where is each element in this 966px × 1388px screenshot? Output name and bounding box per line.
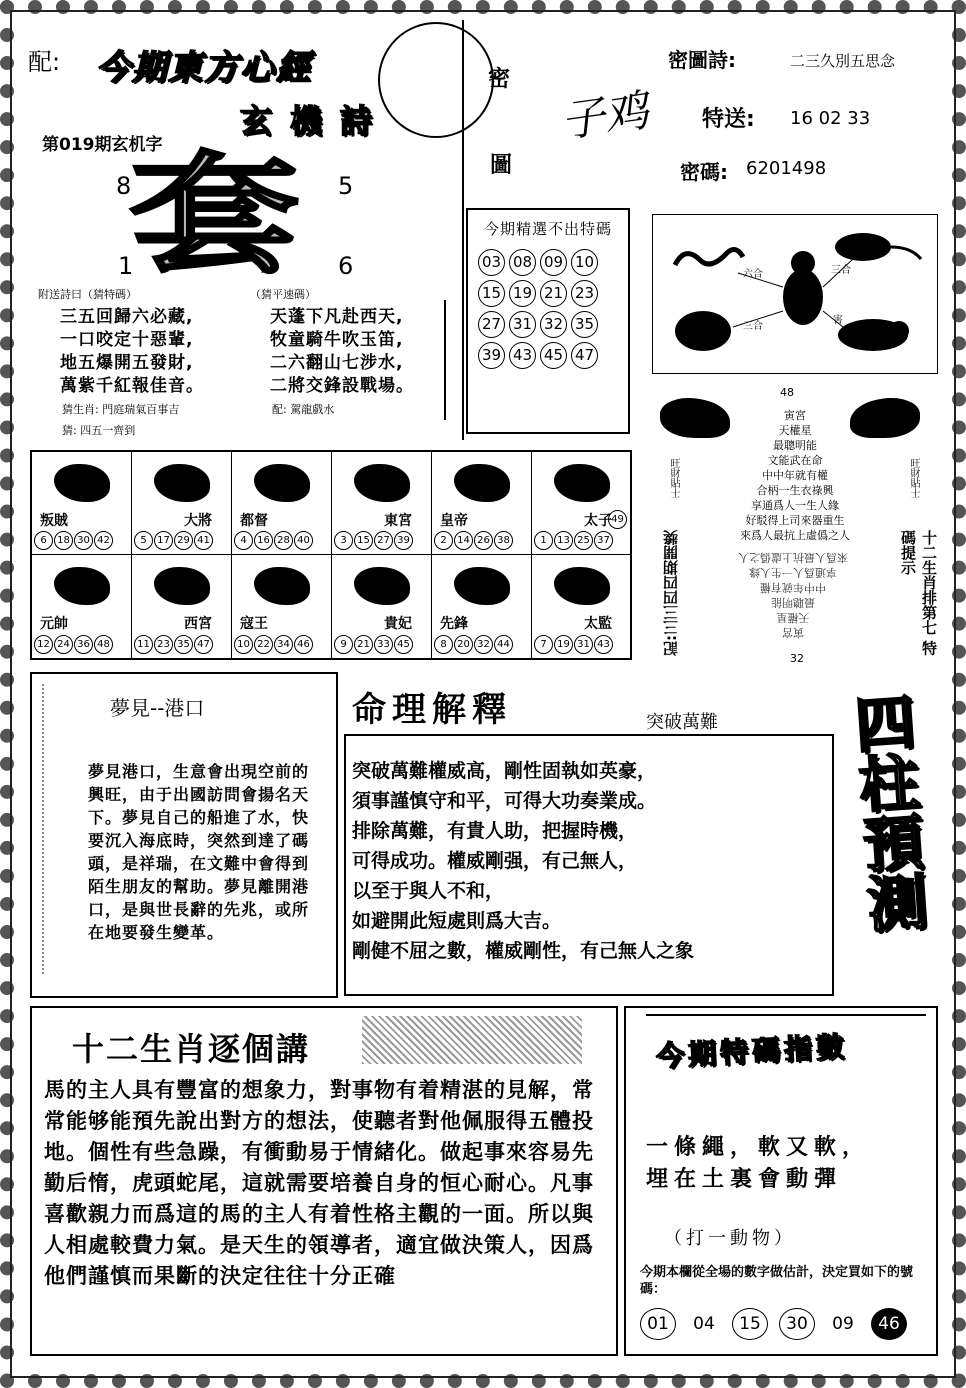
selected-numbers <box>476 247 626 371</box>
main-title: 今期東方心經 <box>96 48 312 88</box>
special-value: 16 02 33 <box>790 108 871 129</box>
rat-icon <box>835 233 921 261</box>
zodiac-cell <box>132 452 232 555</box>
fate-box <box>344 672 938 998</box>
fate-subtitle: 突破萬難 <box>646 712 718 733</box>
hint-line: 天權星 <box>778 424 812 437</box>
poem-right-line: 二六翻山七涉水, <box>270 353 404 373</box>
zodiac-number: 22 <box>254 635 273 654</box>
pig-icon <box>554 567 610 605</box>
zodiac-number: 37 <box>594 531 613 550</box>
fate-line: 突破萬難權威高，剛性固執如英豪， <box>352 760 657 782</box>
zodiac-number: 45 <box>394 635 413 654</box>
snake-icon <box>554 464 610 502</box>
zodiac-number: 41 <box>194 531 213 550</box>
zodiac-number: 6 <box>34 531 53 550</box>
zodiac-number: 21 <box>354 635 373 654</box>
zodiac-cell <box>232 555 332 658</box>
selected-number: 43 <box>509 342 536 369</box>
dream-title: 夢見--港口 <box>110 696 205 720</box>
zodiac-numbers <box>134 635 229 654</box>
zodiac-numbers <box>134 531 229 550</box>
selected-number: 09 <box>540 249 567 276</box>
zodiac-number: 38 <box>494 531 513 550</box>
index-box <box>624 1006 938 1356</box>
relation-label: 害 <box>833 315 843 326</box>
zodiac-number: 29 <box>174 531 193 550</box>
hint-line: 文能武在命 <box>767 454 823 467</box>
index-numbers <box>640 1308 934 1340</box>
zodiac-label: 西宮 <box>184 616 212 632</box>
fate-line: 以至于與人不和， <box>352 880 505 902</box>
zodiac-label: 太子 <box>584 513 612 529</box>
selected-number: 21 <box>540 280 567 307</box>
fate-title: 命理解釋 <box>352 690 512 730</box>
hint-line: 寅宮 <box>784 409 806 422</box>
xuanji-char: 套 <box>130 138 300 291</box>
hint-upright <box>710 408 880 543</box>
selected-number: 47 <box>571 342 598 369</box>
selected-number: 15 <box>478 280 505 307</box>
zodiac-number: 48 <box>94 635 113 654</box>
relations-diagram <box>652 214 938 374</box>
zodiac-number: 11 <box>134 635 153 654</box>
guess: 猜: 四五一齊到 <box>62 424 136 437</box>
zodiac-number: 28 <box>274 531 293 550</box>
rat-icon <box>54 464 110 502</box>
mi-bottom: 圖 <box>490 153 513 178</box>
num-br: 6 <box>338 252 354 280</box>
sub-title: 玄機詩 <box>240 102 391 140</box>
index-note: 今期本欄從全場的數字做估計，決定買如下的號碼： <box>640 1265 914 1297</box>
zodiac-extra-number: 49 <box>608 510 627 529</box>
zodiac-number: 7 <box>534 635 553 654</box>
zodiac-label: 東宮 <box>384 513 412 529</box>
header-divider <box>462 20 464 440</box>
riddle-line-2: 埋在土裏會動彈 <box>646 1166 843 1192</box>
zodiac-numbers <box>234 635 329 654</box>
hint-line: 最聰明能 <box>773 439 817 452</box>
zodiac-numbers <box>434 531 529 550</box>
snake-icon <box>675 249 743 265</box>
zodiac-number: 25 <box>574 531 593 550</box>
zodiac-label: 寇王 <box>240 616 268 632</box>
zodiac-number: 42 <box>94 531 113 550</box>
side-left: 旺財貼士 <box>668 458 679 498</box>
zodiac-number: 47 <box>194 635 213 654</box>
selected-number: 45 <box>540 342 567 369</box>
hint-line: 中中年就有權 <box>760 581 826 594</box>
ox-icon <box>154 464 210 502</box>
selected-number: 35 <box>571 311 598 338</box>
zodiac-numbers <box>534 635 630 654</box>
guess-pei: 配: 駕龍戲水 <box>272 403 335 416</box>
poem-left-line: 一口咬定十惡輩, <box>60 330 194 350</box>
monkey-icon <box>783 251 823 325</box>
zodiac-numbers <box>334 531 429 550</box>
zodiac-number: 13 <box>554 531 573 550</box>
zodiac-label: 貴妃 <box>384 616 412 632</box>
side-right: 旺財貼士 <box>908 458 919 498</box>
vertical-left: 記:三三四四期開獎 <box>662 530 680 656</box>
selected-number: 10 <box>571 249 598 276</box>
zodiac-number: 34 <box>274 635 293 654</box>
zodiac-number: 18 <box>54 531 73 550</box>
fate-line: 須事謹慎守和平，可得大功奏業成。 <box>352 790 657 812</box>
poem-label: 密圖詩: <box>668 48 736 72</box>
poem-left-line: 地五爆開五發財, <box>60 353 194 373</box>
zodiac-cell <box>32 555 132 658</box>
zodiac-label: 皇帝 <box>440 513 468 529</box>
zodiac-number: 4 <box>234 531 253 550</box>
zodiac-label: 都督 <box>240 513 268 529</box>
selected-number: 39 <box>478 342 505 369</box>
dragon-icon <box>454 464 510 502</box>
zodiac-number: 19 <box>554 635 573 654</box>
tiger-icon <box>838 319 909 351</box>
hint-line: 寅宮 <box>782 626 804 639</box>
zodiac-label: 叛賊 <box>40 513 68 529</box>
selected-number: 08 <box>509 249 536 276</box>
num-tr: 5 <box>338 172 354 200</box>
zodiac-number: 16 <box>254 531 273 550</box>
special-label: 特送: <box>702 107 755 132</box>
relation-label: 六合 <box>743 269 763 280</box>
fate-line: 排除萬難，有貴人助，把握時機， <box>352 820 638 842</box>
monkey-icon <box>254 567 310 605</box>
poem-right <box>270 306 450 398</box>
zodiac-cell <box>332 452 432 555</box>
zodiac-talk-box <box>30 1006 618 1356</box>
index-number: 46 <box>871 1308 907 1340</box>
poem-right-line: 天蓬下凡赴西天, <box>270 307 404 327</box>
selected-number: 03 <box>478 249 505 276</box>
hint-line: 享通爲人一生人緣 <box>751 499 839 512</box>
zodiac-number: 27 <box>374 531 393 550</box>
zodiac-number: 12 <box>34 635 53 654</box>
selected-box <box>466 208 630 434</box>
relation-label: 三合 <box>743 321 763 332</box>
poem-right-line: 二將交鋒設戰場。 <box>270 376 414 396</box>
zodiac-numbers <box>534 531 630 550</box>
poem-right-line: 牧童騎牛吹玉笛, <box>270 330 404 350</box>
zodiac-number: 10 <box>234 635 253 654</box>
code-value: 6201498 <box>746 158 827 179</box>
mi-top: 密 <box>488 67 511 92</box>
zodiac-label: 元帥 <box>40 616 68 632</box>
zodiac-cell <box>332 555 432 658</box>
zodiac-number: 35 <box>174 635 193 654</box>
index-title: 今期特碼指數 <box>655 1029 849 1073</box>
vertical-right: 十二生肖排第七 特碼提示 <box>899 530 938 656</box>
hint-line: 天權星 <box>776 611 810 624</box>
zodiac-number: 44 <box>494 635 513 654</box>
zodiac-number: 15 <box>354 531 373 550</box>
zodiac-number: 30 <box>74 531 93 550</box>
hint-mirrored <box>708 550 878 640</box>
riddle-line-1: 一條繩，軟又軟， <box>646 1134 871 1160</box>
zodiac-cell <box>32 452 132 555</box>
dream-decoration <box>42 684 78 974</box>
index-number: 15 <box>732 1308 768 1340</box>
num-tl: 8 <box>116 172 132 200</box>
zodiac-number: 43 <box>594 635 613 654</box>
zodiac-numbers <box>334 635 429 654</box>
zodiac-number: 36 <box>74 635 93 654</box>
zodiac-number: 17 <box>154 531 173 550</box>
zodiac-number: 14 <box>454 531 473 550</box>
zodiac-label: 大將 <box>184 513 212 529</box>
zodiac-cell <box>532 555 632 658</box>
hint-line: 中中年就有權 <box>762 469 828 482</box>
poem-head-right: （猜平速碼） <box>250 288 316 301</box>
hint-line: 來爲人最抗上虛僞之人 <box>738 551 848 564</box>
goat-icon <box>154 567 210 605</box>
poem-left <box>60 306 270 398</box>
zodiac-label: 太監 <box>584 616 612 632</box>
fate-line: 可得成功。權威剛强，有己無人， <box>352 850 638 872</box>
code-label: 密碼: <box>680 160 728 184</box>
fate-side: 四柱預測 <box>842 689 930 935</box>
hint-top-num: 48 <box>780 386 794 399</box>
riddle-hint: （打一動物） <box>664 1228 796 1249</box>
zodiac-number: 32 <box>474 635 493 654</box>
poem-text: 二三久別五思念 <box>790 52 896 70</box>
selected-title: 今期精選不出特碼 <box>483 220 612 238</box>
zodiac-number: 9 <box>334 635 353 654</box>
index-number: 04 <box>693 1314 715 1334</box>
zodiac-numbers <box>34 635 129 654</box>
hint-line: 最聰明能 <box>771 596 815 609</box>
hint-line: 享通爲人一生人緣 <box>749 566 837 579</box>
zodiac-number: 20 <box>454 635 473 654</box>
dog-icon <box>675 311 731 351</box>
selected-number: 32 <box>540 311 567 338</box>
horse-icon <box>54 567 110 605</box>
zodiac-talk-body: 馬的主人具有豐富的想象力，對事物有着精湛的見解，常常能够能預先說出對方的想法，使聽者對他佩服得五體投地。個性有些急躁，有衝動易于情緒化。做起事來容易先勤后惰，虎頭蛇尾，這就需要培養自身的恒心耐心。凡事喜歡親力而爲這的馬的主人有着性格主觀的一面。所以與人相處較費力氣。是天生的領導者，適宜做決策人，因爲他們謹慎而果斷的決定往往十分正確 <box>44 1077 594 1288</box>
poem-left-line: 萬紫千紅報佳音。 <box>60 376 204 396</box>
index-number: 01 <box>640 1308 676 1340</box>
zodiac-number: 31 <box>574 635 593 654</box>
zodiac-number: 40 <box>294 531 313 550</box>
tiger-icon <box>254 464 310 502</box>
zodiac-number: 39 <box>394 531 413 550</box>
relations-svg <box>653 215 937 373</box>
index-number: 30 <box>779 1308 815 1340</box>
zodiac-number: 2 <box>434 531 453 550</box>
zodiac-grid <box>30 450 632 660</box>
selected-number: 31 <box>509 311 536 338</box>
zodiac-label: 先鋒 <box>440 616 468 632</box>
pei-label: 配: <box>28 48 61 76</box>
zodiac-talk-title: 十二生肖逐個講 <box>72 1030 311 1068</box>
zodiac-number: 26 <box>474 531 493 550</box>
hint-bottom-num: 32 <box>790 652 804 665</box>
hint-line: 合柄一生衣祿興 <box>756 484 834 497</box>
dog-icon <box>454 567 510 605</box>
zodiac-number: 3 <box>334 531 353 550</box>
zodiac-number: 46 <box>294 635 313 654</box>
issue-label: 第019期玄机字 <box>42 135 163 155</box>
zodiac-numbers <box>34 531 129 550</box>
zodiac-cell <box>132 555 232 658</box>
selected-number: 27 <box>478 311 505 338</box>
fate-line: 剛健不屈之數，權威剛性，有己無人之象 <box>352 940 695 962</box>
selected-number: 23 <box>571 280 598 307</box>
dream-box <box>30 672 338 998</box>
fate-line: 如避開此短處則爲大吉。 <box>352 910 562 932</box>
hint-panel <box>650 380 940 670</box>
zodiac-cell <box>432 555 532 658</box>
zodiac-number: 33 <box>374 635 393 654</box>
dream-body: 夢見港口，生意會出現空前的興旺，由于出國訪問會揚名天下。夢見自己的船進了水，快要沉入海底時，突然到達了碼頭，是祥瑞，在文難中會得到陌生朋友的幫助。夢見離開港口，是與世長辭的先兆，或所在地要發生變革。 <box>88 762 310 942</box>
selected-number: 19 <box>509 280 536 307</box>
num-bl: 1 <box>118 252 134 280</box>
zodiac-cell <box>532 452 632 555</box>
rabbit-icon <box>354 464 410 502</box>
hint-line: 來爲人最抗上虛僞之人 <box>740 529 850 542</box>
zodiac-number: 5 <box>134 531 153 550</box>
guess-zodiac: 猜生肖: 門庭瑞氣百事吉 <box>62 403 180 416</box>
poem-left-line: 三五回歸六必藏, <box>60 307 194 327</box>
handwriting: 子鸡 <box>557 85 652 148</box>
zodiac-number: 8 <box>434 635 453 654</box>
zodiac-numbers <box>234 531 329 550</box>
index-number: 09 <box>832 1314 854 1334</box>
zodiac-number: 24 <box>54 635 73 654</box>
hint-line: 好駁得上司來器重生 <box>745 514 845 527</box>
zodiac-cell <box>232 452 332 555</box>
zodiac-cell <box>432 452 532 555</box>
fate-lines <box>352 756 832 966</box>
zodiac-number: 23 <box>154 635 173 654</box>
zodiac-numbers <box>434 635 529 654</box>
rooster-icon <box>354 567 410 605</box>
zodiac-number: 1 <box>534 531 553 550</box>
relation-label: 三合 <box>831 265 851 276</box>
noise-patch <box>362 1016 582 1064</box>
poem-head-left: 附送詩曰（猜特碼） <box>38 288 137 301</box>
